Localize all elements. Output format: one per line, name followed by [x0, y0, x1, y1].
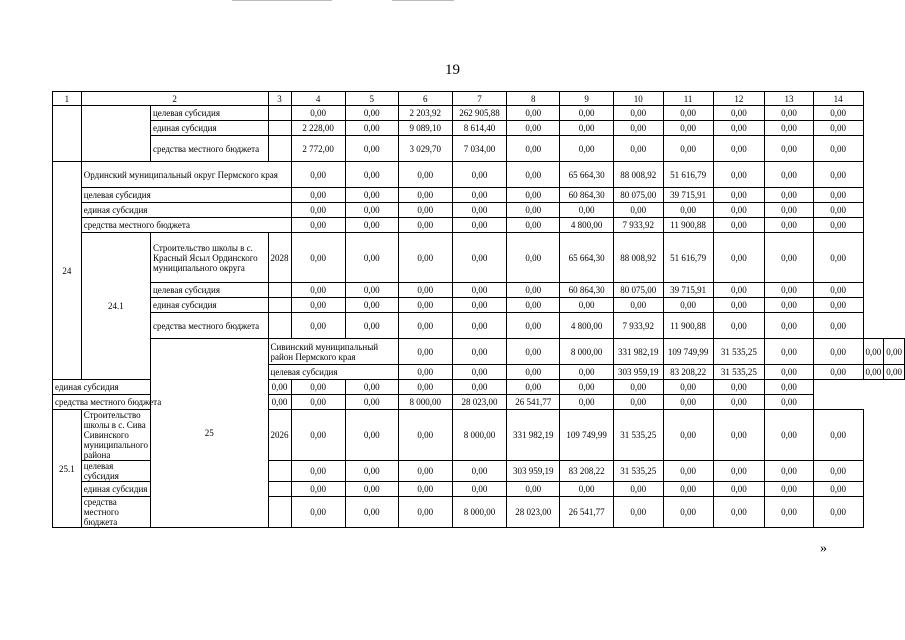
- value-cell: 7 933,92: [613, 313, 663, 339]
- value-cell: 0,00: [765, 380, 814, 395]
- value-cell: 0,00: [713, 410, 765, 461]
- value-cell: 0,00: [507, 313, 560, 339]
- value-cell: 0,00: [765, 395, 814, 410]
- row-label: средства местного бюджета: [150, 313, 268, 339]
- value-cell: 0,00: [345, 121, 398, 136]
- value-cell: 0,00: [345, 162, 398, 188]
- value-cell: 60 864,30: [560, 188, 613, 203]
- year-cell: [268, 298, 291, 313]
- value-cell: 0,00: [765, 188, 814, 203]
- value-cell: 0,00: [291, 188, 345, 203]
- table-row: [53, 121, 905, 136]
- value-cell: 31 535,25: [713, 365, 765, 380]
- value-cell: 0,00: [268, 380, 291, 395]
- value-cell: 0,00: [663, 106, 713, 121]
- value-cell: 0,00: [765, 365, 814, 380]
- value-cell: 0,00: [452, 380, 506, 395]
- value-cell: 0,00: [765, 461, 814, 482]
- row-label: единая субсидия: [150, 298, 268, 313]
- value-cell: 0,00: [291, 410, 345, 461]
- value-cell: 0,00: [765, 136, 814, 162]
- row-label: средства местного бюджета: [53, 395, 269, 410]
- value-cell: 0,00: [813, 339, 863, 365]
- row-label: целевая субсидия: [150, 283, 268, 298]
- value-cell: 0,00: [663, 482, 713, 497]
- sub-item-number: 25.1: [53, 410, 82, 528]
- value-cell: 8 000,00: [560, 339, 613, 365]
- value-cell: 0,00: [663, 203, 713, 218]
- value-cell: 0,00: [713, 162, 765, 188]
- value-cell: 0,00: [813, 203, 863, 218]
- value-cell: 0,00: [613, 497, 663, 528]
- column-header: 14: [813, 92, 863, 106]
- table-row: [53, 298, 905, 313]
- value-cell: 83 208,22: [663, 365, 713, 380]
- year-cell: [268, 497, 291, 528]
- value-cell: 0,00: [507, 203, 560, 218]
- value-cell: 2 772,00: [291, 136, 345, 162]
- value-cell: 0,00: [765, 298, 814, 313]
- column-header: 1: [53, 92, 82, 106]
- sub-item-number: 24.1: [81, 233, 150, 380]
- row-label: средства местного бюджета: [81, 218, 291, 233]
- value-cell: 0,00: [507, 218, 560, 233]
- value-cell: 0,00: [452, 461, 506, 482]
- value-cell: 0,00: [813, 188, 863, 203]
- value-cell: 0,00: [398, 410, 452, 461]
- table-row: [53, 313, 905, 339]
- row-label: средства местного бюджета: [81, 497, 150, 528]
- value-cell: 0,00: [813, 162, 863, 188]
- table-row: [53, 188, 905, 203]
- value-cell: 0,00: [765, 313, 814, 339]
- value-cell: 0,00: [398, 482, 452, 497]
- value-cell: 0,00: [765, 410, 814, 461]
- value-cell: 0,00: [291, 313, 345, 339]
- value-cell: 0,00: [452, 365, 506, 380]
- value-cell: 0,00: [398, 162, 452, 188]
- value-cell: 28 023,00: [452, 395, 506, 410]
- value-cell: 0,00: [452, 188, 506, 203]
- value-cell: 0,00: [713, 106, 765, 121]
- value-cell: 0,00: [863, 339, 884, 365]
- value-cell: 8 000,00: [452, 410, 506, 461]
- value-cell: 0,00: [345, 203, 398, 218]
- value-cell: 0,00: [345, 283, 398, 298]
- value-cell: 0,00: [345, 218, 398, 233]
- value-cell: 0,00: [613, 121, 663, 136]
- value-cell: 0,00: [345, 482, 398, 497]
- table-row: [53, 233, 905, 283]
- value-cell: 26 541,77: [560, 497, 613, 528]
- row-label: Сивинский муниципальный район Пермского края: [268, 339, 398, 365]
- budget-table: [52, 91, 905, 528]
- value-cell: 0,00: [398, 365, 452, 380]
- value-cell: 0,00: [713, 313, 765, 339]
- value-cell: 0,00: [765, 106, 814, 121]
- value-cell: 0,00: [813, 136, 863, 162]
- value-cell: 0,00: [765, 121, 814, 136]
- row-label: Строительство школы в с. Красный Ясыл Ординского муниципального округа: [150, 233, 268, 283]
- year-cell: [268, 283, 291, 298]
- value-cell: 0,00: [613, 106, 663, 121]
- table-row: [53, 283, 905, 298]
- value-cell: 0,00: [560, 395, 613, 410]
- value-cell: 0,00: [345, 188, 398, 203]
- year-cell: [268, 482, 291, 497]
- value-cell: 0,00: [560, 203, 613, 218]
- value-cell: 0,00: [345, 380, 398, 395]
- value-cell: 0,00: [813, 233, 863, 283]
- value-cell: 0,00: [452, 218, 506, 233]
- value-cell: 0,00: [813, 482, 863, 497]
- row-label: Ординский муниципальный округ Пермского края: [81, 162, 291, 188]
- row-number: 25: [150, 339, 268, 528]
- value-cell: 7 933,92: [613, 218, 663, 233]
- year-cell: 2028: [268, 233, 291, 283]
- value-cell: 60 864,30: [560, 283, 613, 298]
- value-cell: 0,00: [765, 203, 814, 218]
- value-cell: 0,00: [452, 283, 506, 298]
- column-header: 5: [345, 92, 398, 106]
- value-cell: 0,00: [507, 121, 560, 136]
- year-cell: [268, 461, 291, 482]
- value-cell: 88 008,92: [613, 233, 663, 283]
- value-cell: 0,00: [560, 365, 613, 380]
- value-cell: 0,00: [345, 106, 398, 121]
- value-cell: 7 034,00: [452, 136, 506, 162]
- value-cell: 0,00: [560, 298, 613, 313]
- table-row: [53, 136, 905, 162]
- value-cell: 2 203,92: [398, 106, 452, 121]
- value-cell: 31 535,25: [613, 410, 663, 461]
- value-cell: 0,00: [560, 106, 613, 121]
- value-cell: 0,00: [345, 461, 398, 482]
- value-cell: 0,00: [813, 283, 863, 298]
- column-header: 6: [398, 92, 452, 106]
- value-cell: 0,00: [613, 482, 663, 497]
- value-cell: 0,00: [884, 339, 905, 365]
- value-cell: 0,00: [345, 233, 398, 283]
- value-cell: 80 075,00: [613, 188, 663, 203]
- value-cell: 0,00: [345, 395, 398, 410]
- year-cell: [268, 106, 291, 121]
- value-cell: 0,00: [813, 106, 863, 121]
- value-cell: 51 616,79: [663, 233, 713, 283]
- row-number: 24: [53, 162, 82, 380]
- value-cell: 0,00: [452, 203, 506, 218]
- value-cell: 0,00: [813, 121, 863, 136]
- row-label: средства местного бюджета: [150, 136, 268, 162]
- value-cell: 303 959,19: [613, 365, 663, 380]
- value-cell: 0,00: [663, 497, 713, 528]
- column-header: 10: [613, 92, 663, 106]
- scan-artifact-line: [392, 0, 454, 1]
- value-cell: 0,00: [398, 497, 452, 528]
- value-cell: 0,00: [560, 121, 613, 136]
- value-cell: 0,00: [713, 461, 765, 482]
- value-cell: 0,00: [398, 203, 452, 218]
- value-cell: 262 905,88: [452, 106, 506, 121]
- table-row: [53, 203, 905, 218]
- row-number: [53, 106, 82, 162]
- value-cell: 0,00: [452, 482, 506, 497]
- value-cell: 0,00: [663, 380, 713, 395]
- sub-item-number: [81, 106, 150, 162]
- value-cell: 0,00: [507, 339, 560, 365]
- column-header: 4: [291, 92, 345, 106]
- value-cell: 331 982,19: [507, 410, 560, 461]
- value-cell: 0,00: [813, 497, 863, 528]
- table-row: [53, 339, 905, 365]
- value-cell: 51 616,79: [663, 162, 713, 188]
- value-cell: 109 749,99: [663, 339, 713, 365]
- value-cell: 0,00: [713, 482, 765, 497]
- value-cell: 0,00: [291, 283, 345, 298]
- column-header: 3: [268, 92, 291, 106]
- value-cell: 0,00: [613, 395, 663, 410]
- value-cell: 0,00: [765, 339, 814, 365]
- value-cell: 0,00: [291, 218, 345, 233]
- continuation-mark: »: [820, 541, 827, 556]
- value-cell: 0,00: [713, 121, 765, 136]
- table-row: [53, 395, 905, 410]
- value-cell: 0,00: [345, 136, 398, 162]
- value-cell: 0,00: [713, 395, 765, 410]
- value-cell: 0,00: [398, 218, 452, 233]
- value-cell: 4 800,00: [560, 218, 613, 233]
- year-cell: 2026: [268, 410, 291, 461]
- value-cell: 0,00: [291, 497, 345, 528]
- value-cell: 0,00: [345, 298, 398, 313]
- value-cell: 0,00: [398, 188, 452, 203]
- value-cell: 0,00: [398, 313, 452, 339]
- value-cell: 0,00: [507, 106, 560, 121]
- value-cell: 0,00: [291, 482, 345, 497]
- value-cell: 0,00: [560, 380, 613, 395]
- value-cell: 0,00: [452, 233, 506, 283]
- value-cell: 0,00: [398, 233, 452, 283]
- value-cell: 0,00: [713, 136, 765, 162]
- value-cell: 0,00: [713, 233, 765, 283]
- value-cell: 0,00: [291, 233, 345, 283]
- value-cell: 0,00: [507, 365, 560, 380]
- value-cell: 26 541,77: [507, 395, 560, 410]
- value-cell: 0,00: [765, 233, 814, 283]
- value-cell: 80 075,00: [613, 283, 663, 298]
- value-cell: 0,00: [813, 298, 863, 313]
- column-header: 7: [452, 92, 506, 106]
- scan-artifact-line: [232, 0, 332, 1]
- year-cell: [268, 136, 291, 162]
- value-cell: 0,00: [663, 136, 713, 162]
- value-cell: 0,00: [268, 395, 291, 410]
- row-label: единая субсидия: [81, 482, 150, 497]
- value-cell: 88 008,92: [613, 162, 663, 188]
- value-cell: 0,00: [291, 380, 345, 395]
- value-cell: 0,00: [813, 410, 863, 461]
- value-cell: 0,00: [863, 365, 884, 380]
- value-cell: 3 029,70: [398, 136, 452, 162]
- value-cell: 0,00: [713, 283, 765, 298]
- value-cell: 0,00: [713, 380, 765, 395]
- value-cell: 0,00: [507, 482, 560, 497]
- value-cell: 0,00: [713, 188, 765, 203]
- value-cell: 31 535,25: [613, 461, 663, 482]
- value-cell: 0,00: [452, 339, 506, 365]
- value-cell: 0,00: [507, 380, 560, 395]
- row-label: целевая субсидия: [81, 461, 150, 482]
- value-cell: 0,00: [507, 162, 560, 188]
- value-cell: 0,00: [613, 298, 663, 313]
- row-label: целевая субсидия: [268, 365, 398, 380]
- value-cell: 0,00: [507, 283, 560, 298]
- value-cell: 0,00: [398, 461, 452, 482]
- value-cell: 0,00: [765, 218, 814, 233]
- value-cell: 0,00: [345, 497, 398, 528]
- row-label: целевая субсидия: [81, 188, 291, 203]
- value-cell: 0,00: [452, 313, 506, 339]
- column-header: 13: [765, 92, 814, 106]
- table-row: [53, 218, 905, 233]
- value-cell: 31 535,25: [713, 339, 765, 365]
- value-cell: 2 228,00: [291, 121, 345, 136]
- value-cell: 8 614,40: [452, 121, 506, 136]
- value-cell: 39 715,91: [663, 188, 713, 203]
- value-cell: 65 664,30: [560, 162, 613, 188]
- value-cell: 4 800,00: [560, 313, 613, 339]
- value-cell: 0,00: [398, 339, 452, 365]
- value-cell: 0,00: [663, 410, 713, 461]
- page-number: 19: [445, 62, 460, 78]
- value-cell: 0,00: [813, 461, 863, 482]
- value-cell: 0,00: [813, 313, 863, 339]
- value-cell: 0,00: [345, 410, 398, 461]
- value-cell: 0,00: [345, 313, 398, 339]
- value-cell: 0,00: [291, 203, 345, 218]
- table-header-row: [53, 92, 905, 106]
- value-cell: 0,00: [765, 283, 814, 298]
- value-cell: 11 900,88: [663, 313, 713, 339]
- value-cell: 39 715,91: [663, 283, 713, 298]
- table-row: [53, 162, 905, 188]
- value-cell: 8 000,00: [452, 497, 506, 528]
- column-header: 2: [81, 92, 268, 106]
- value-cell: 0,00: [765, 497, 814, 528]
- budget-table-body: [53, 92, 905, 528]
- value-cell: 0,00: [291, 395, 345, 410]
- value-cell: 0,00: [663, 121, 713, 136]
- value-cell: 11 900,88: [663, 218, 713, 233]
- value-cell: 83 208,22: [560, 461, 613, 482]
- value-cell: 0,00: [398, 298, 452, 313]
- value-cell: 0,00: [765, 162, 814, 188]
- value-cell: 303 959,19: [507, 461, 560, 482]
- value-cell: 0,00: [560, 482, 613, 497]
- table-row: [53, 106, 905, 121]
- value-cell: 0,00: [813, 218, 863, 233]
- value-cell: 109 749,99: [560, 410, 613, 461]
- value-cell: 0,00: [613, 136, 663, 162]
- value-cell: 8 000,00: [398, 395, 452, 410]
- value-cell: 0,00: [713, 298, 765, 313]
- value-cell: 0,00: [713, 497, 765, 528]
- value-cell: 0,00: [452, 298, 506, 313]
- year-cell: [268, 313, 291, 339]
- value-cell: 0,00: [398, 283, 452, 298]
- value-cell: 0,00: [452, 162, 506, 188]
- value-cell: 0,00: [507, 298, 560, 313]
- value-cell: 9 089,10: [398, 121, 452, 136]
- value-cell: 0,00: [713, 203, 765, 218]
- value-cell: 65 664,30: [560, 233, 613, 283]
- row-label: Строительство школы в с. Сива Сивинского муниципального района: [81, 410, 150, 461]
- value-cell: 0,00: [507, 136, 560, 162]
- value-cell: 0,00: [613, 380, 663, 395]
- value-cell: 331 982,19: [613, 339, 663, 365]
- value-cell: 0,00: [663, 395, 713, 410]
- value-cell: 0,00: [398, 380, 452, 395]
- value-cell: 0,00: [507, 188, 560, 203]
- column-header: 8: [507, 92, 560, 106]
- value-cell: 0,00: [560, 136, 613, 162]
- value-cell: 0,00: [663, 461, 713, 482]
- table-row: [53, 380, 905, 395]
- row-label: целевая субсидия: [150, 106, 268, 121]
- value-cell: 0,00: [613, 203, 663, 218]
- row-label: единая субсидия: [150, 121, 268, 136]
- value-cell: 0,00: [291, 298, 345, 313]
- column-header: 11: [663, 92, 713, 106]
- value-cell: 0,00: [291, 106, 345, 121]
- row-label: единая субсидия: [53, 380, 269, 395]
- value-cell: 0,00: [713, 218, 765, 233]
- column-header: 12: [713, 92, 765, 106]
- column-header: 9: [560, 92, 613, 106]
- value-cell: 0,00: [507, 233, 560, 283]
- value-cell: 28 023,00: [507, 497, 560, 528]
- value-cell: 0,00: [291, 461, 345, 482]
- value-cell: 0,00: [884, 365, 905, 380]
- value-cell: 0,00: [813, 365, 863, 380]
- row-label: единая субсидия: [81, 203, 291, 218]
- value-cell: 0,00: [291, 162, 345, 188]
- value-cell: 0,00: [663, 298, 713, 313]
- year-cell: [268, 121, 291, 136]
- value-cell: 0,00: [765, 482, 814, 497]
